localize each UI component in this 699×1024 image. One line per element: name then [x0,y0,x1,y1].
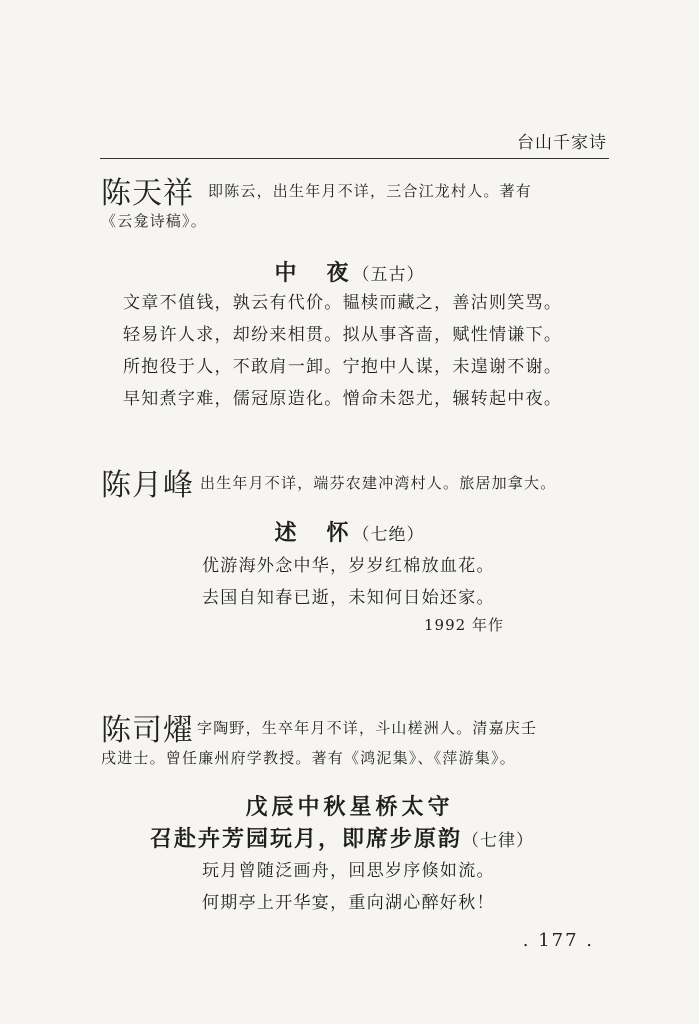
poet-bio: 出生年月不详，端芬农建冲湾村人。旅居加拿大。 [200,474,557,492]
running-header: 台山千家诗 [517,133,607,153]
poet-name: 陈月峰 [101,468,194,503]
poem-title-text: 述 怀 [274,521,353,546]
poem-line: 玩月曾随泛画舟，回思岁序倏如流。 [202,861,495,881]
poem-line: 所抱役于人，不敢肩一卸。宁抱中人谋，未遑谢不谢。 [123,357,563,377]
poem-title-text: 中 夜 [274,261,353,286]
poem-line: 轻易许人求，却纷来相贯。拟从事吝啬，赋性情谦下。 [123,325,563,345]
poem-title-text: 召赴卉芳园玩月，即席步原韵 [150,827,463,852]
poem-line: 早知煮字难，儒冠原造化。憎命未怨尤，辗转起中夜。 [123,389,563,409]
poem-title [0,256,699,287]
page-number: . 177 . [522,930,594,951]
poem-title [0,516,699,547]
poem-line: 何期亭上开华宴，重向湖心醉好秋！ [202,893,495,913]
poet-bio: 字陶野，生卒年月不详，斗山槎洲人。清嘉庆壬 [197,719,538,737]
poet-bio: 戌进士。曾任廉州府学教授。著有《鸿泥集》、《萍游集》。 [101,749,516,767]
poem-line: 优游海外念中华，岁岁红棉放血花。 [202,556,495,576]
header-rule [100,158,609,159]
poem-line: 去国自知春已逝，未知何日始还家。 [202,588,495,608]
poem-title: 戊辰中秋星桥太守 [245,795,454,820]
poet-name: 陈天祥 [101,176,194,211]
poet-bio: 即陈云，出生年月不详，三合江龙村人。著有 [208,182,533,200]
composition-note: 1992 年作 [424,616,504,634]
poem-form: （七绝） [352,525,425,545]
poet-name: 陈司燿 [101,713,194,748]
poem-form: （五古） [352,265,425,285]
poem-line: 文章不值钱，孰云有代价。韫椟而藏之，善沽则笑骂。 [123,293,563,313]
poem-form: （七律） [462,831,535,851]
poet-bio: 《云龛诗稿》。 [101,212,207,230]
poem-title [150,822,534,853]
